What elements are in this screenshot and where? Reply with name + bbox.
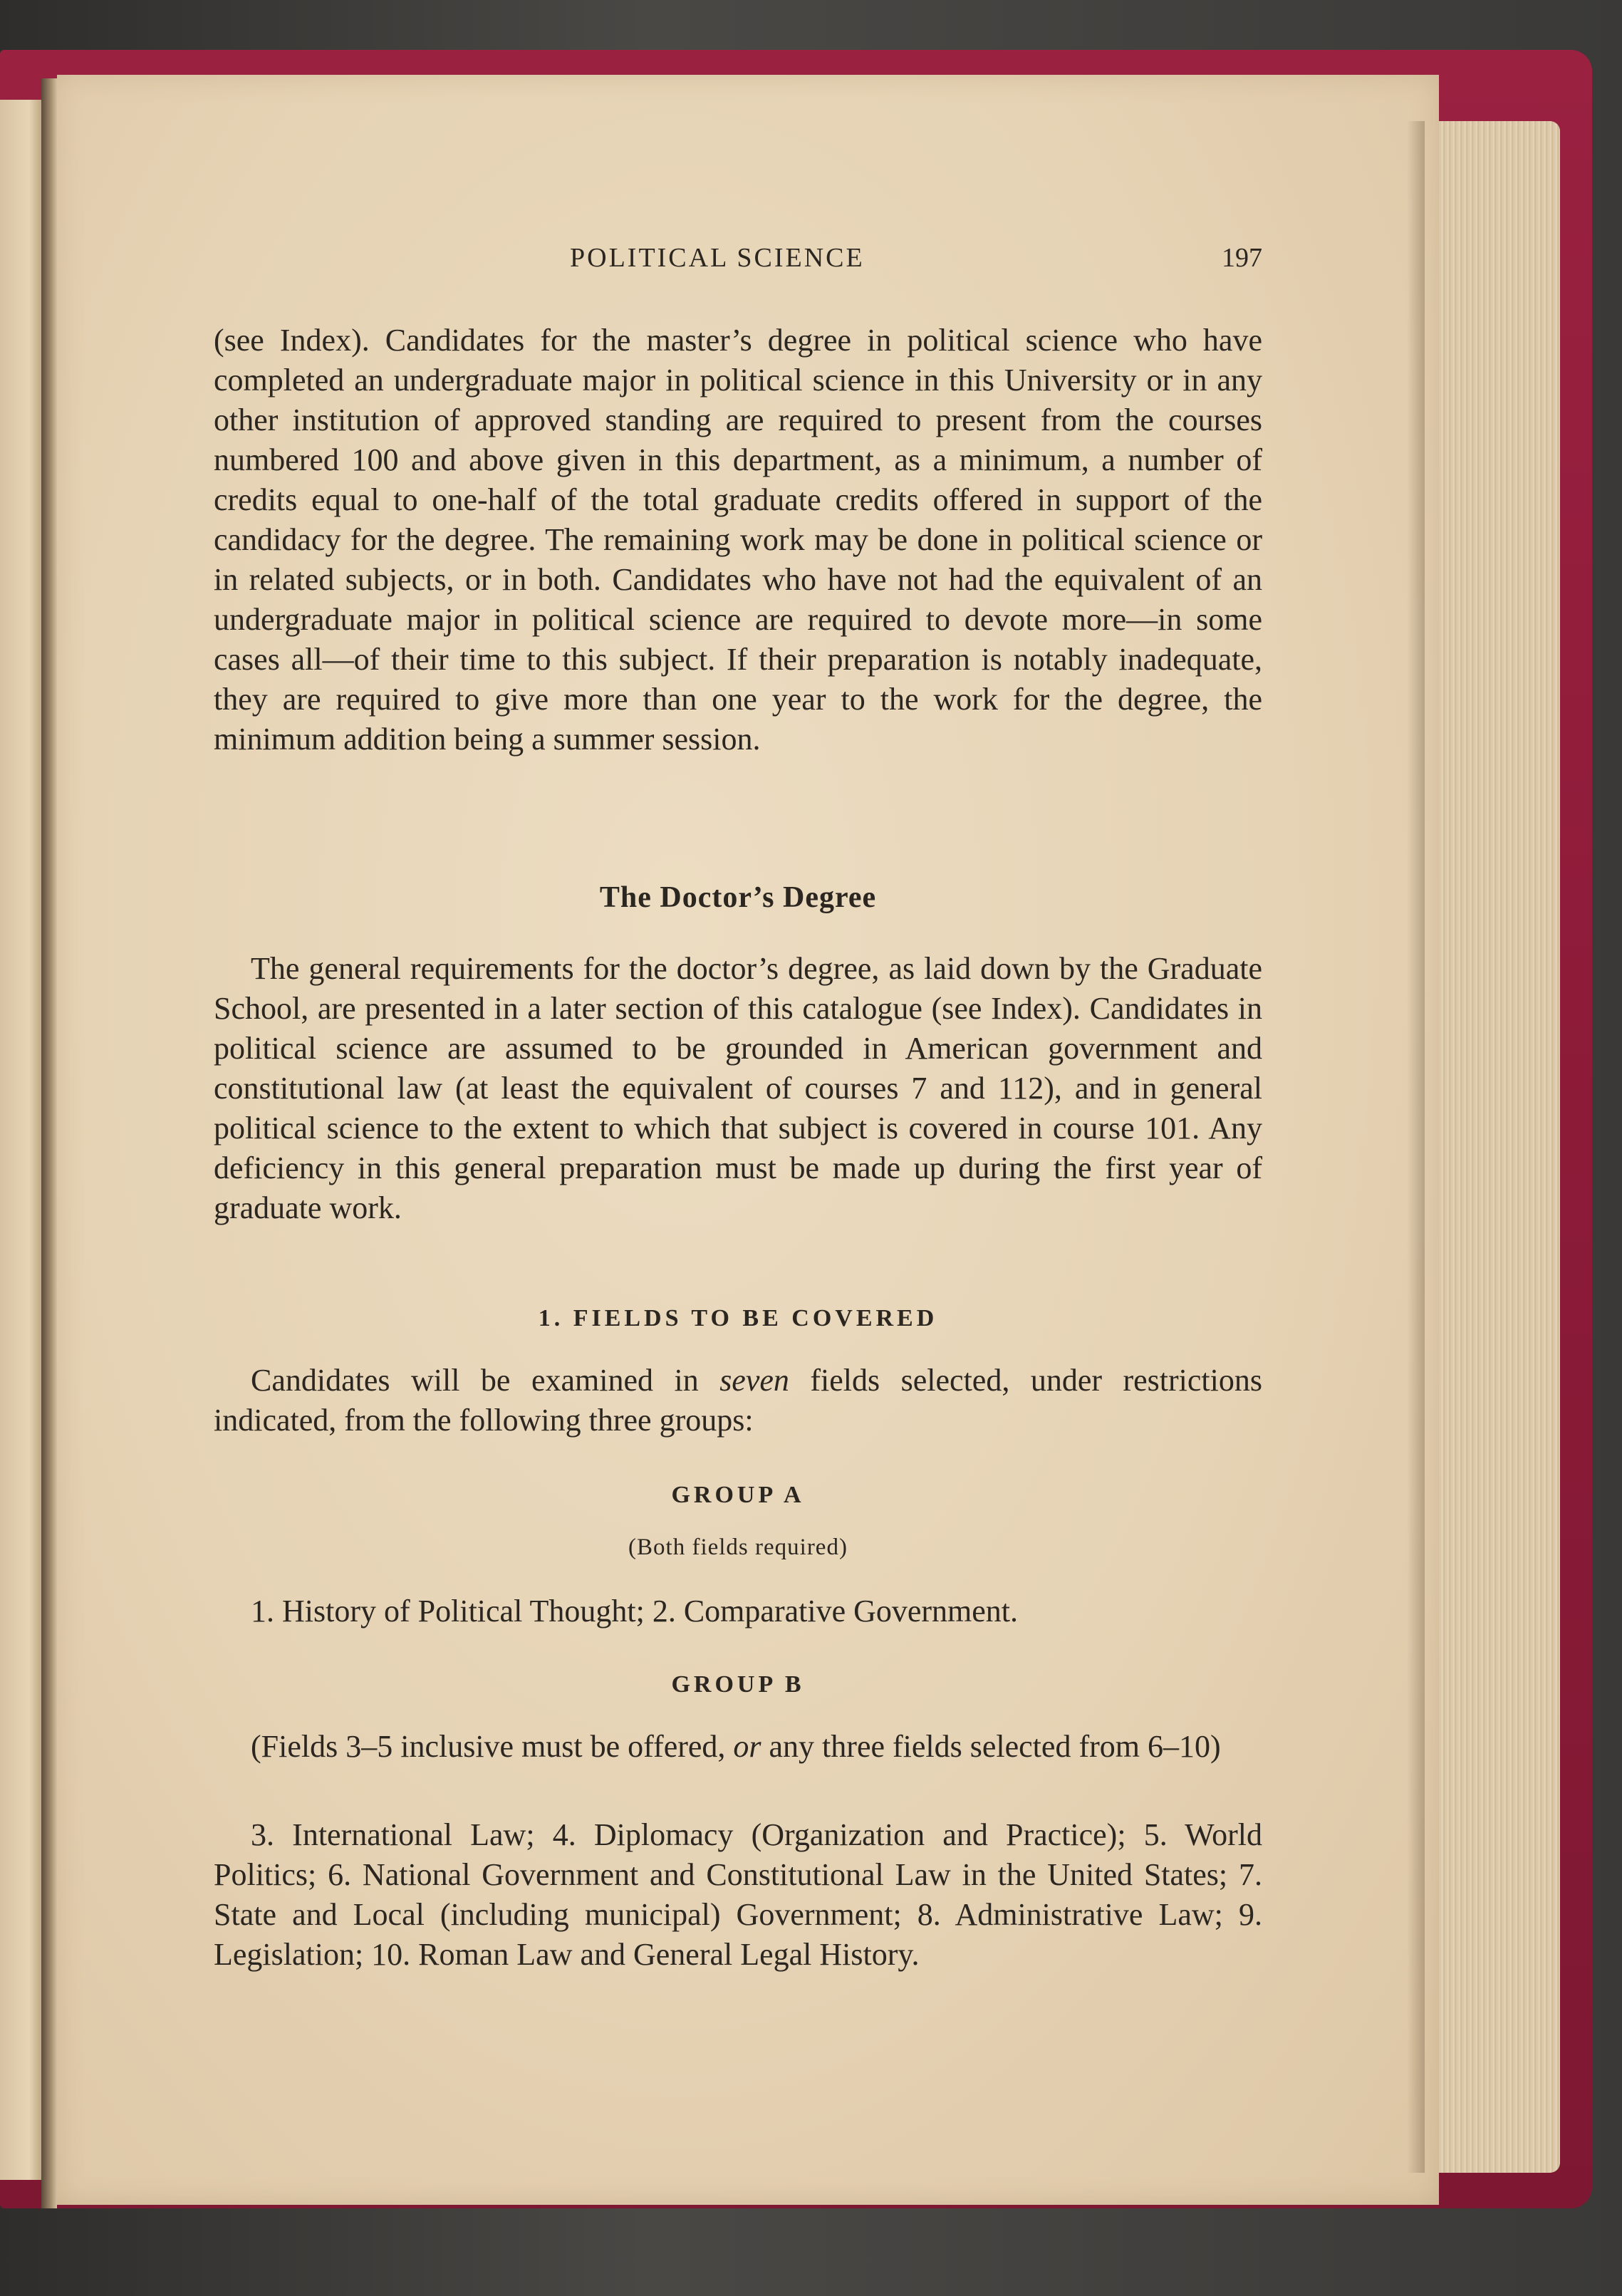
fields-text-pre: Candidates will be examined in xyxy=(251,1363,720,1398)
page-number: 197 xyxy=(1222,243,1262,273)
page-edges xyxy=(1418,121,1560,2173)
fields-heading: 1. FIELDS TO BE COVERED xyxy=(538,1305,938,1331)
group-a-fields-block xyxy=(214,1591,1262,1631)
group-b-note-pre: (Fields 3–5 inclusive must be offered, xyxy=(251,1729,734,1764)
running-header xyxy=(214,242,1262,282)
group-a-heading: GROUP A xyxy=(671,1482,805,1508)
fields-paragraph xyxy=(214,1361,1262,1440)
doctor-paragraph: The general requirements for the doctor’s degree, as laid down by the Graduate School, are presented in a later section of this catalogue (see Index). Candidates in political science are assumed to be grounded in American government and constitutional law (at least the equivalent of courses 7 and 112), and in general political science to the extent to which that subject is covered in course 101. Any deficiency in this general preparation must be made up during the first year of graduate work. xyxy=(214,951,1262,1225)
fields-text-post: fields selected, under restrictions indicated, from the following three groups: xyxy=(214,1363,1262,1438)
group-b-fields: 3. International Law; 4. Diplomacy (Organization and Practice); 5. World Politics; 6. National Government and Constitutional Law in the United States; 7. State and Local (including municipal) Government; 8. Administrative Law; 9. Legislation; 10. Roman Law and General Legal History. xyxy=(214,1817,1262,1972)
group-a-note: (Both fields required) xyxy=(628,1534,848,1560)
group-b-note xyxy=(214,1727,1262,1767)
doctor-paragraph-block xyxy=(214,949,1262,1228)
book-gutter xyxy=(41,78,57,2208)
left-page-edge xyxy=(0,100,41,2180)
group-b-note-post: any three fields selected from 6–10) xyxy=(761,1729,1221,1764)
running-title: POLITICAL SCIENCE xyxy=(570,243,865,273)
fields-emphasis: seven xyxy=(719,1363,789,1398)
intro-paragraph-block xyxy=(214,321,1262,759)
group-b-note-emphasis: or xyxy=(733,1729,761,1764)
group-b-heading: GROUP B xyxy=(671,1671,805,1698)
intro-paragraph: (see Index). Candidates for the master’s degree in political science who have completed an undergraduate major in political science in this University or in any other institution of approved standing are required to present from the courses numbered 100 and above given in this department, as a minimum, a number of credits equal to one-half of the total graduate credits offered in support of the candidacy for the degree. The remaining work may be done in political science or in related subjects, or in both. Candidates who have not had the equivalent of an undergraduate major in political science are required to devote more—in some cases all—of their time to this subject. If their preparation is notably inadequate, they are required to give more than one year to the work for the degree, the minimum addition being a summer session. xyxy=(214,323,1262,757)
fields-paragraph-block xyxy=(214,1361,1262,1440)
doctors-degree-heading: The Doctor’s Degree xyxy=(599,881,877,914)
group-b-fields-block xyxy=(214,1815,1262,1975)
group-b-note-block xyxy=(214,1727,1262,1767)
group-a-fields: 1. History of Political Thought; 2. Comparative Government. xyxy=(251,1594,1019,1629)
page-edge-shadow xyxy=(1407,121,1425,2173)
